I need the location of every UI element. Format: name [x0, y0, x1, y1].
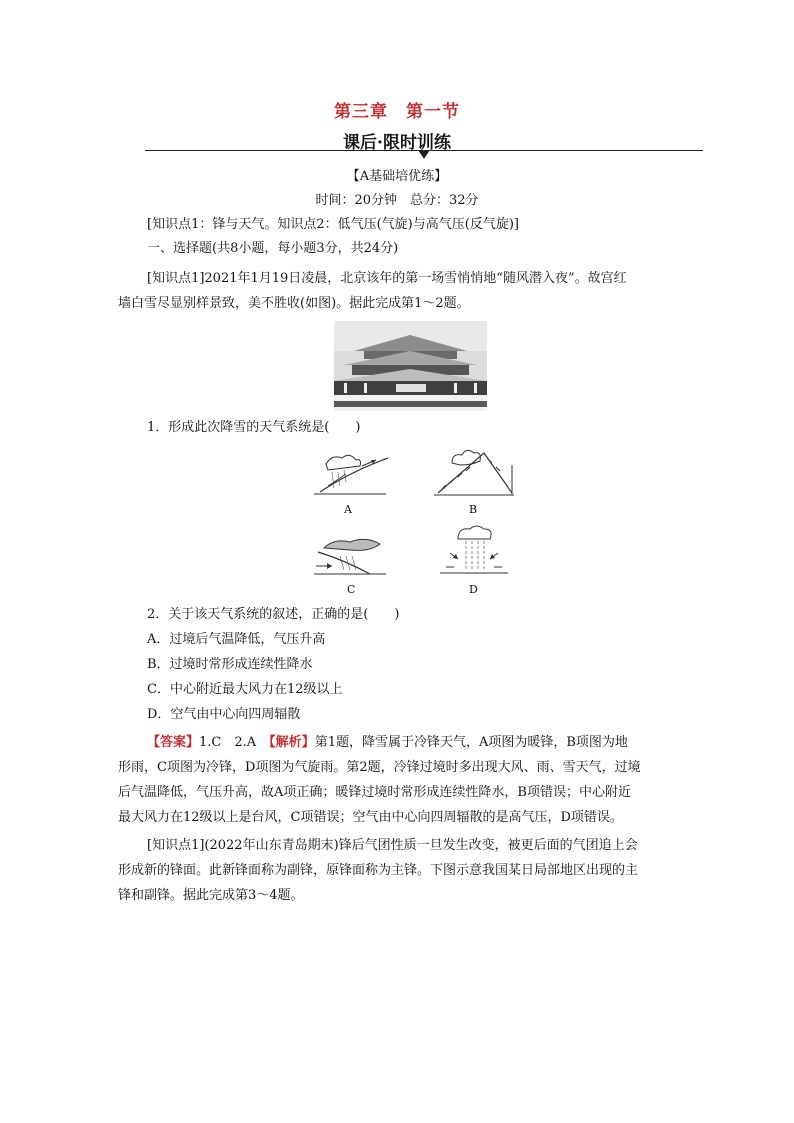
knowledge-points: [知识点1：锋与天气。知识点2：低气压(气旋)与高气压(反气旋)] [147, 217, 519, 232]
analysis-line4: 最大风力在12级以上是台风，C项错误；空气由中心向四周辐散的是高气压，D项错误。 [118, 810, 623, 825]
diagram-a-label: A [344, 503, 352, 516]
answer-tag: 【答案】 [147, 735, 200, 750]
intro2-line3: 锋和副锋。据此完成第3～4题。 [118, 888, 304, 903]
intro1-line1: [知识点1]2021年1月19日凌晨，北京该年的第一场雪悄悄地“随风潜入夜”。故宫红 [147, 271, 627, 286]
intro2-line1: [知识点1](2022年山东青岛期末)锋后气团性质一旦发生改变，被更后面的气团追上会 [147, 838, 638, 853]
rule-marker-icon [418, 150, 430, 159]
analysis-tag: 【解析】 [269, 735, 315, 750]
intro2-line2: 形成新的锋面。此新锋面称为副锋，原锋面称为主锋。下图示意我国某日局部地区出现的主 [118, 863, 639, 878]
diagram-c-label: C [347, 583, 356, 596]
q1-stem: 1．形成此次降雪的天气系统是( ) [147, 420, 361, 435]
diagram-b-label: B [469, 503, 478, 516]
q2-option-a: A．过境后气温降低，气压升高 [147, 632, 326, 647]
chapter-title: 第三章 第一节 [334, 102, 460, 122]
diagram-b-orographic [432, 445, 516, 500]
page-subtitle: 课后·限时训练 [343, 133, 451, 153]
time-info: 时间：20分钟 总分：32分 [315, 193, 479, 208]
answer-line1 [147, 731, 628, 755]
diagram-d-label: D [469, 583, 478, 596]
analysis-line2: 形雨，C项图为冷锋，D项图为气旋雨。第2题，冷锋过境时多出现大风、雨、雪天气，过境 [118, 760, 641, 775]
answer-text: 1.C 2.A [199, 735, 270, 750]
section-label: 【A基础培优练】 [346, 169, 448, 184]
diagram-d-cyclone [436, 523, 512, 580]
analysis-line3: 后气温降低，气压升高，故A项正确；暖锋过境时常形成连续性降水，B项错误；中心附近 [118, 785, 631, 800]
q2-option-b: B．过境时常形成连续性降水 [147, 657, 313, 672]
intro1-line2: 墙白雪尽显别样景致，美不胜收(如图)。据此完成第1～2题。 [118, 296, 470, 311]
q2-option-c: C．中心附近最大风力在12级以上 [147, 682, 343, 697]
diagram-c-cold-front [310, 530, 390, 580]
q2-stem: 2．关于该天气系统的叙述，正确的是( ) [147, 607, 400, 622]
q2-option-d: D．空气由中心向四周辐散 [147, 707, 301, 722]
diagram-a-warm-front [310, 450, 390, 500]
analysis-line1: 第1题，降雪属于冷锋天气，A项图为暖锋，B项图为地 [314, 735, 628, 750]
forbidden-city-photo [334, 321, 487, 411]
part-heading: 一、选择题(共8小题，每小题3分，共24分) [147, 241, 399, 256]
